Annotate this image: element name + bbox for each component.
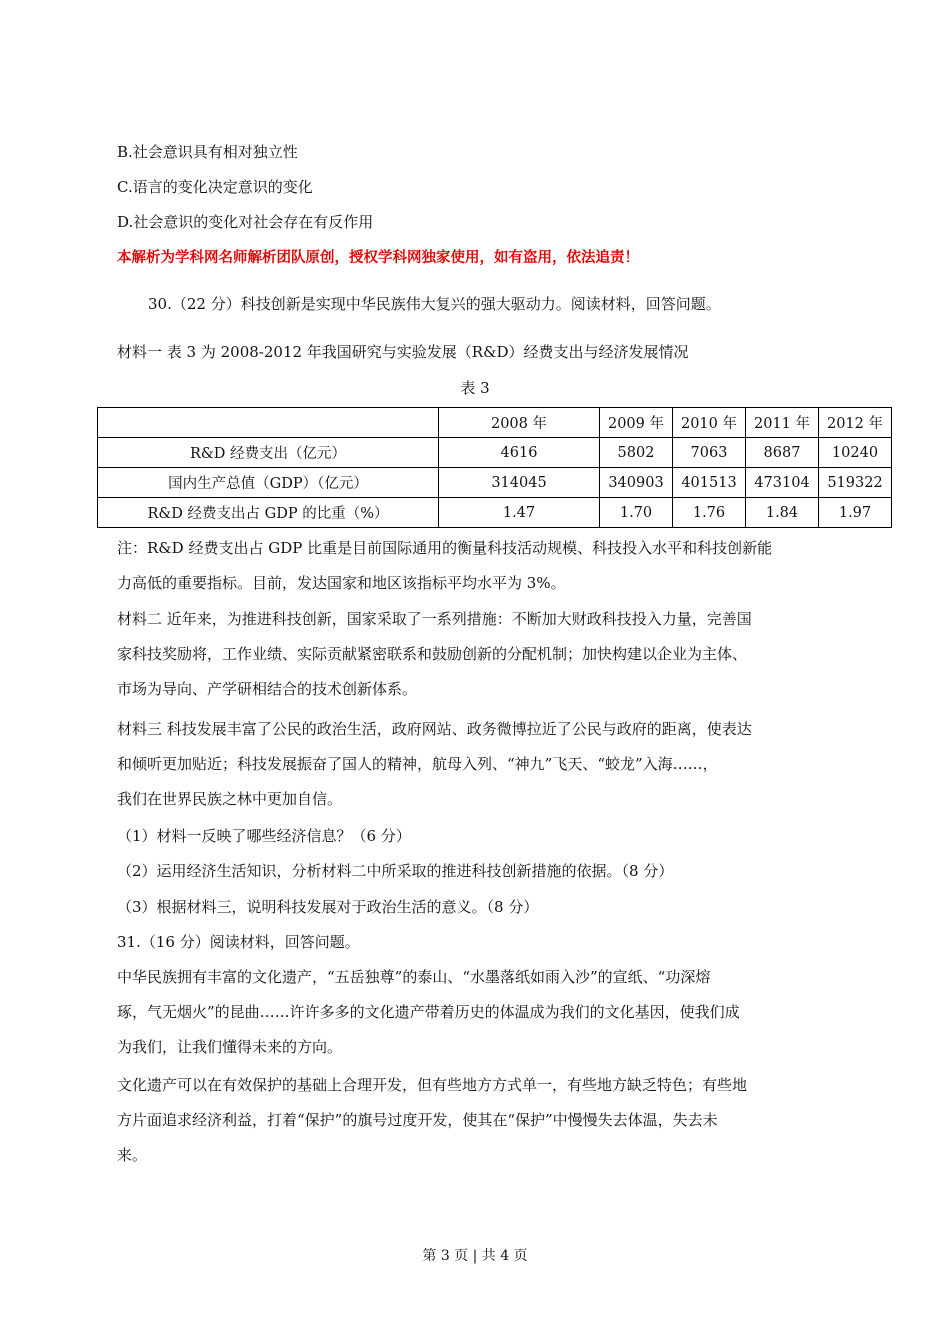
material3-line: 我们在世界民族之林中更加自信。 <box>117 790 343 808</box>
table-cell: 1.70 <box>600 498 673 528</box>
table-cell: 8687 <box>746 438 819 468</box>
row-label: R&D 经费支出（亿元） <box>98 438 439 468</box>
table-row <box>98 438 892 468</box>
q31-para1-line: 中华民族拥有丰富的文化遗产，“五岳独尊”的泰山、“水墨落纸如雨入沙”的宣纸、“功深熔 <box>117 968 711 986</box>
q30-title: 30.（22 分）科技创新是实现中华民族伟大复兴的强大驱动力。阅读材料，回答问题。 <box>148 295 721 313</box>
table-cell: 4616 <box>439 438 600 468</box>
material2-line: 家科技奖励将，工作业绩、实际贡献紧密联系和鼓励创新的分配机制；加快构建以企业为主体、 <box>117 645 748 663</box>
table-cell: 2012 年 <box>819 408 892 438</box>
material1-intro: 材料一 表 3 为 2008-2012 年我国研究与实验发展（R&D）经费支出与经济发展情况 <box>117 343 689 361</box>
q31-para1 <box>117 960 837 1065</box>
table-cell: 1.47 <box>439 498 600 528</box>
q31-para1-line: 琢，气无烟火”的昆曲……许许多多的文化遗产带着历史的体温成为我们的文化基因，使我们成 <box>117 1003 740 1021</box>
question-1: （1）材料一反映了哪些经济信息？（6 分） <box>117 827 411 845</box>
q31-para2 <box>117 1068 837 1173</box>
q31-para2-line: 文化遗产可以在有效保护的基础上合理开发，但有些地方方式单一，有些地方缺乏特色；有些地 <box>117 1076 748 1094</box>
material3 <box>117 712 837 817</box>
material2-line: 材料二 近年来，为推进科技创新，国家采取了一系列措施：不断加大财政科技投入力量，完善国 <box>117 610 752 628</box>
table-caption: 表 3 <box>460 379 490 397</box>
material2 <box>117 602 837 707</box>
option-b: B.社会意识具有相对独立性 <box>117 143 298 161</box>
copyright-notice: 本解析为学科网名师解析团队原创，授权学科网独家使用，如有盗用，依法追责！ <box>117 250 639 266</box>
option-d: D.社会意识的变化对社会存在有反作用 <box>117 213 374 231</box>
material2-line: 市场为导向、产学研相结合的技术创新体系。 <box>117 680 418 698</box>
option-c: C.语言的变化决定意识的变化 <box>117 178 313 196</box>
question-3: （3）根据材料三，说明科技发展对于政治生活的意义。（8 分） <box>117 898 539 916</box>
table-header-row <box>98 408 892 438</box>
table-cell: 340903 <box>600 468 673 498</box>
table-cell: 1.84 <box>746 498 819 528</box>
q31-para2-line: 来。 <box>117 1146 148 1164</box>
note-line: 力高低的重要指标。目前，发达国家和地区该指标平均水平为 3%。 <box>117 574 566 592</box>
material3-line: 和倾听更加贴近；科技发展振奋了国人的精神，航母入列、“神九”飞天、“蛟龙”入海……， <box>117 755 718 773</box>
table-row <box>98 498 892 528</box>
material3-line: 材料三 科技发展丰富了公民的政治生活，政府网站、政务微博拉近了公民与政府的距离，使表达 <box>117 720 752 738</box>
note-line: 注：R&D 经费支出占 GDP 比重是目前国际通用的衡量科技活动规模、科技投入水平和科技创新能 <box>117 539 773 557</box>
table-note <box>117 531 837 601</box>
row-label: 国内生产总值（GDP）（亿元） <box>98 468 439 498</box>
table-cell: 5802 <box>600 438 673 468</box>
table-cell: 473104 <box>746 468 819 498</box>
q31-title: 31.（16 分）阅读材料，回答问题。 <box>117 933 360 951</box>
table-cell: 2011 年 <box>746 408 819 438</box>
question-2: （2）运用经济生活知识，分析材料二中所采取的推进科技创新措施的依据。（8 分） <box>117 862 674 880</box>
table-cell: 2008 年 <box>439 408 600 438</box>
table-cell: 401513 <box>673 468 746 498</box>
header-blank-cell <box>98 408 439 438</box>
table-row <box>98 468 892 498</box>
table-cell: 519322 <box>819 468 892 498</box>
table-cell: 1.76 <box>673 498 746 528</box>
table-cell: 2009 年 <box>600 408 673 438</box>
rd-table <box>97 407 892 528</box>
table-cell: 1.97 <box>819 498 892 528</box>
row-label: R&D 经费支出占 GDP 的比重（%） <box>98 498 439 528</box>
table-cell: 314045 <box>439 468 600 498</box>
q31-para1-line: 为我们，让我们懂得未来的方向。 <box>117 1038 343 1056</box>
table-cell: 2010 年 <box>673 408 746 438</box>
q31-para2-line: 方片面追求经济利益，打着“保护”的旗号过度开发，使其在“保护”中慢慢失去体温，失去未 <box>117 1111 718 1129</box>
table-cell: 10240 <box>819 438 892 468</box>
table-cell: 7063 <box>673 438 746 468</box>
page-footer: 第 3 页 | 共 4 页 <box>422 1248 528 1264</box>
